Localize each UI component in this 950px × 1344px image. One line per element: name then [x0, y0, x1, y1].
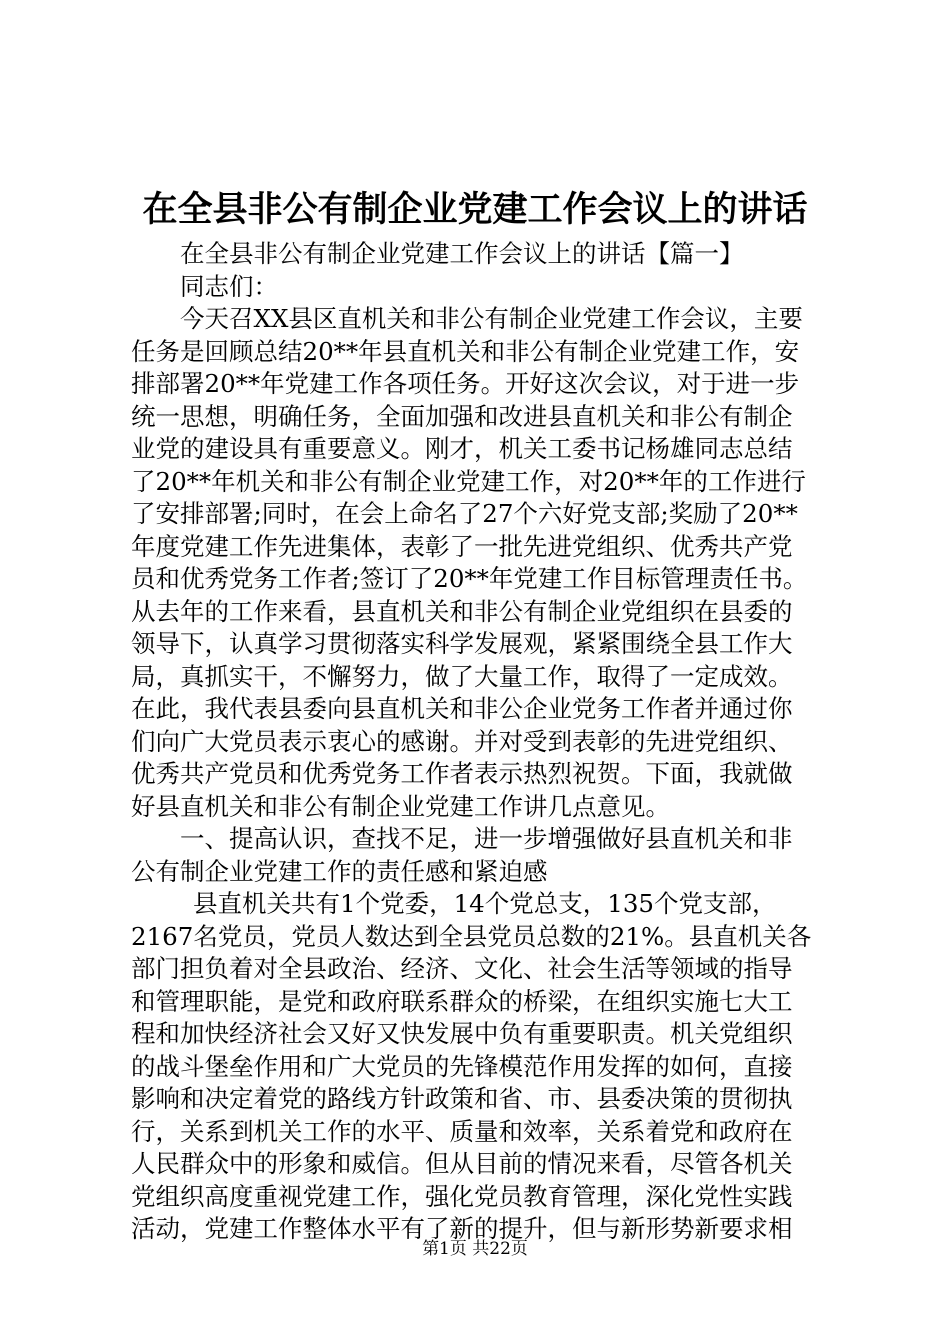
paragraph-line: 党组织高度重视党建工作，强化党员教育管理，深化党性实践 [131, 1181, 793, 1211]
paragraph-line: 程和加快经济社会又好又快发展中负有重要职责。机关党组织 [131, 1019, 793, 1048]
paragraph-line: 统一思想，明确任务，全面加强和改进县直机关和非公有制企 [131, 401, 793, 431]
section-heading-line: 公有制企业党建工作的责任感和紧迫感 [131, 856, 548, 886]
paragraph-line: 从去年的工作来看，县直机关和非公有制企业党组织在县委的 [131, 596, 793, 626]
paragraph-line: 任务是回顾总结20**年县直机关和非公有制企业党建工作，安 [131, 336, 800, 366]
document-body [131, 238, 831, 1246]
paragraph-line: 2167名党员，党员人数达到全县党员总数的21%。县直机关各 [131, 921, 812, 951]
paragraph-line: 行，关系到机关工作的水平、质量和效率，关系着党和政府在 [131, 1116, 793, 1146]
salutation-line: 同志们： [180, 271, 278, 301]
paragraph-line: 员和优秀党务工作者;签订了20**年党建工作目标管理责任书。 [131, 564, 808, 593]
paragraph-line: 和管理职能，是党和政府联系群众的桥梁，在组织实施七大工 [131, 986, 793, 1016]
paragraph-line: 年度党建工作先进集体，表彰了一批先进党组织、优秀共产党 [131, 531, 793, 561]
paragraph-line: 活动，党建工作整体水平有了新的提升，但与新形势新要求相 [131, 1214, 793, 1243]
document-title: 在全县非公有制企业党建工作会议上的讲话 [142, 189, 808, 230]
paragraph-line: 今天召XX县区直机关和非公有制企业党建工作会议，主要 [180, 304, 803, 333]
paragraph-line: 部门担负着对全县政治、经济、文化、社会生活等领域的指导 [131, 954, 793, 983]
paragraph-line: 县直机关共有1个党委，14个党总支，135个党支部， [193, 889, 777, 918]
paragraph-line: 在此，我代表县委向县直机关和非公企业党务工作者并通过你 [131, 694, 793, 723]
paragraph-line: 好县直机关和非公有制企业党建工作讲几点意见。 [131, 791, 670, 821]
paragraph-line: 了20**年机关和非公有制企业党建工作，对20**年的工作进行 [131, 466, 806, 496]
paragraph-line: 们向广大党员表示衷心的感谢。并对受到表彰的先进党组织、 [131, 726, 793, 756]
paragraph-line: 的战斗堡垒作用和广大党员的先锋模范作用发挥的如何，直接 [131, 1051, 793, 1081]
paragraph-line: 局，真抓实干，不懈努力，做了大量工作，取得了一定成效。 [131, 661, 793, 691]
page-footer: 第1页 共22页 [422, 1239, 528, 1259]
paragraph-line: 排部署20**年党建工作各项任务。开好这次会议，对于进一步 [131, 369, 800, 398]
paragraph-line: 优秀共产党员和优秀党务工作者表示热烈祝贺。下面，我就做 [131, 759, 793, 788]
paragraph-line: 人民群众中的形象和威信。但从目前的情况来看，尽管各机关 [131, 1149, 793, 1178]
section-heading-line: 一、提高认识，查找不足，进一步增强做好县直机关和非 [180, 824, 793, 853]
paragraph-line: 领导下，认真学习贯彻落实科学发展观，紧紧围绕全县工作大 [131, 629, 793, 658]
subtitle-line: 在全县非公有制企业党建工作会议上的讲话【篇一】 [180, 239, 744, 268]
paragraph-line: 影响和决定着党的路线方针政策和省、市、县委决策的贯彻执 [131, 1084, 793, 1113]
paragraph-line: 业党的建设具有重要意义。刚才，机关工委书记杨雄同志总结 [131, 434, 793, 463]
paragraph-line: 了安排部署;同时，在会上命名了27个六好党支部;奖励了20** [131, 499, 798, 528]
